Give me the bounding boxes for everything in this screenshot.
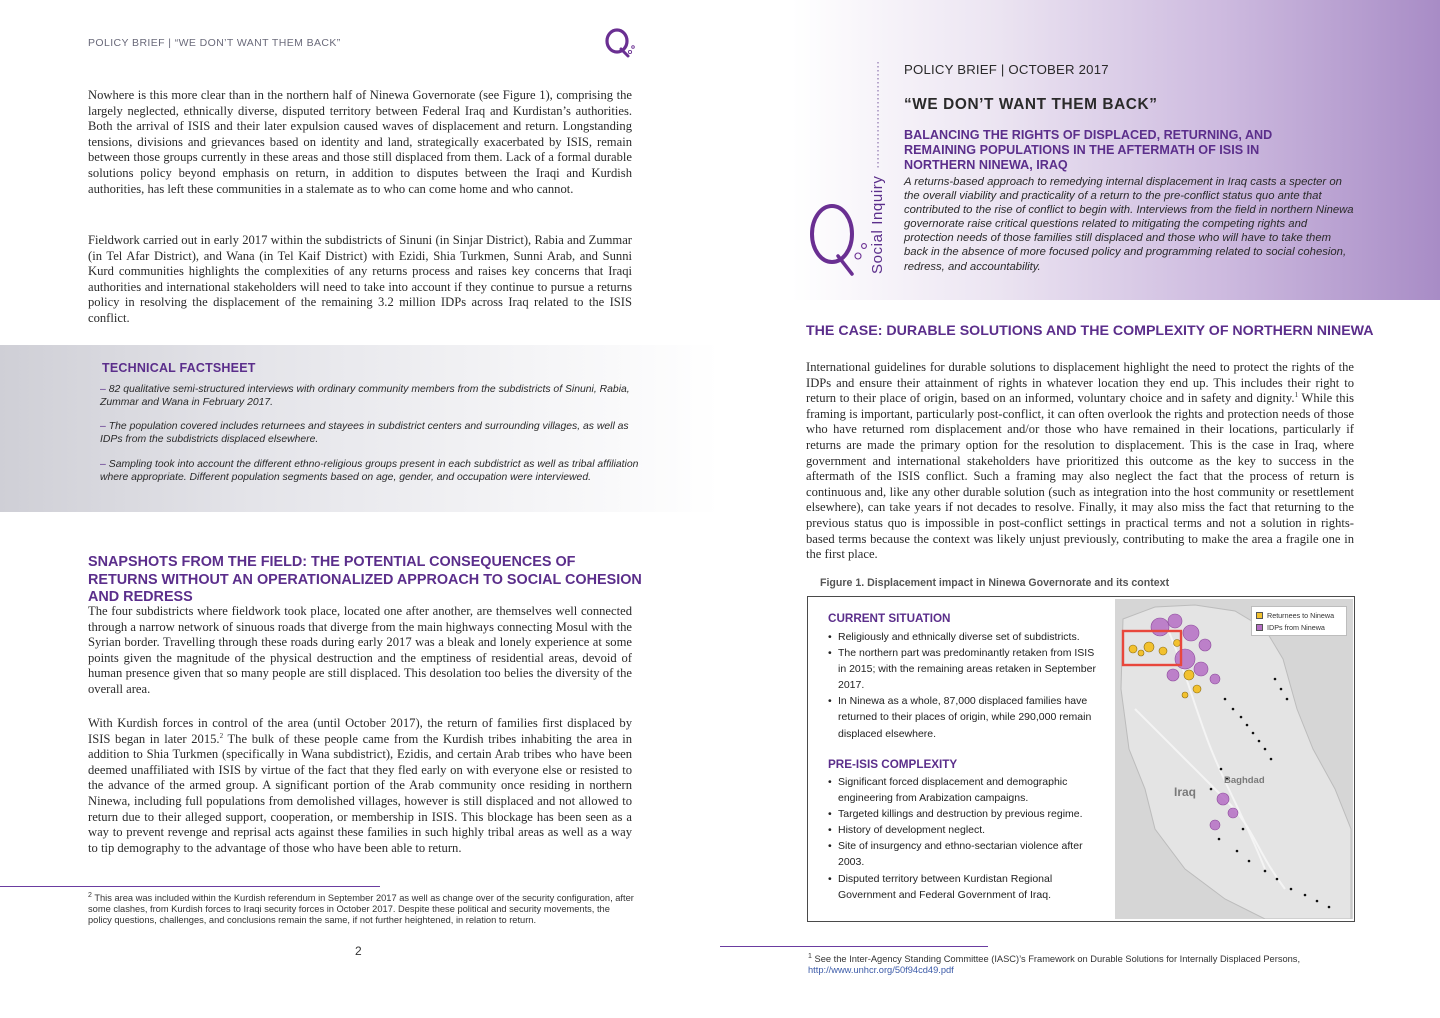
factsheet-item: – Sampling took into account the different ethno-religious groups present in each subdistrict as well as tribal affiliation where appropriate. Different population segments based on age, gender, and occupation were interviewed.	[100, 459, 639, 483]
figure-list	[828, 629, 1098, 742]
idp-marker	[1151, 618, 1169, 636]
returnee-marker	[1182, 692, 1188, 698]
settlement-dot	[1264, 748, 1267, 751]
settlement-dot	[1290, 888, 1293, 891]
returnee-marker	[1174, 640, 1181, 647]
map-label-iraq: Iraq	[1174, 785, 1197, 799]
returnee-marker	[1144, 642, 1154, 652]
returnee-marker	[1184, 670, 1194, 680]
settlement-dot	[1304, 894, 1307, 897]
idp-marker	[1168, 614, 1182, 628]
idp-marker	[1199, 639, 1211, 651]
factsheet-item: – The population covered includes returnees and stayees in subdistrict centers and surrounding villages, as well as IDPs from the subdistricts displaced elsewhere.	[100, 421, 629, 445]
list-item: • Targeted killings and destruction by previous regime.	[828, 806, 1098, 822]
legend-swatch	[1256, 624, 1263, 631]
footnote-divider	[0, 886, 380, 887]
idp-marker	[1183, 625, 1199, 641]
section-heading: THE CASE: DURABLE SOLUTIONS AND THE COMPLEXITY OF NORTHERN NINEWA	[806, 323, 1374, 339]
social-inquiry-logo-icon	[602, 26, 636, 60]
footnote-divider	[720, 946, 988, 947]
settlement-dot	[1274, 678, 1277, 681]
page-subtitle: BALANCING THE RIGHTS OF DISPLACED, RETURNING, AND REMAINING POPULATIONS IN THE AFTERMATH OF ISIS IN NORTHERN NINEWA, IRAQ	[904, 128, 1273, 172]
settlement-dot	[1242, 828, 1245, 831]
settlement-dot	[1280, 688, 1283, 691]
page-title: “WE DON’T WANT THEM BACK”	[904, 96, 1158, 113]
list-item: • History of development neglect.	[828, 822, 1098, 838]
brief-date: POLICY BRIEF | OCTOBER 2017	[904, 62, 1109, 77]
settlement-dot	[1218, 838, 1221, 841]
running-header: POLICY BRIEF | “WE DON’T WANT THEM BACK”	[88, 37, 341, 49]
settlement-dot	[1286, 698, 1289, 701]
returnee-marker	[1193, 685, 1201, 693]
legend-item: IDPs from Ninewa	[1256, 623, 1325, 632]
returnee-marker	[1138, 650, 1144, 656]
body-paragraph: The four subdistricts where fieldwork took place, located one after another, are themselves well connected through a narrow network of sinuous roads that diverge from the main highways connecting Mosul with the Syrian border. Travelling through these roads during early 2017 was a bleak and lonely experience at some points given the magnitude of the physical destruction and the emptiness of residential areas, devoid of human presence given that so many people are still displaced. This desolation too belies the diversity of the overall area.	[88, 604, 632, 696]
footnote-link[interactable]: http://www.unhcr.org/50f94cd49.pdf	[808, 965, 954, 976]
idp-marker	[1194, 662, 1208, 676]
settlement-dot	[1252, 732, 1255, 735]
figure-caption: Figure 1. Displacement impact in Ninewa Governorate and its context	[820, 577, 1170, 589]
footnote: $^1$ See the Inter-Agency Standing Committee (IASC)’s Framework on Durable Solutions for Internally Displaced Persons, http://www.unhcr.org/50f94cd49.pdf	[808, 952, 1301, 976]
settlement-dot	[1210, 788, 1213, 791]
idp-marker	[1167, 669, 1179, 681]
social-inquiry-vertical-logo	[806, 60, 902, 288]
returnee-marker	[1159, 647, 1167, 655]
factsheet-item: – 82 qualitative semi-structured interviews with ordinary community members from the subdistricts of Sinuni, Rabia, Zummar and Wana in February 2017.	[100, 384, 630, 408]
footnote-ref[interactable]: 2	[219, 731, 224, 740]
footnote: $^2$ This area was included within the Kurdish referendum in September 2017 as well as change over of the security configuration, after some clashes, from Kurdish forces to Iraqi security forces in October 2017. Despite these political and security movements, the policy questions, challenges, and conclusions remain the same, if not further heightened, in relation to return.	[88, 891, 634, 926]
settlement-dot	[1220, 768, 1223, 771]
legend-swatch	[1256, 612, 1263, 619]
settlement-dot	[1316, 900, 1319, 903]
vertical-brand-text: Social Inquiry	[869, 175, 886, 274]
body-paragraph: Fieldwork carried out in early 2017 within the subdistricts of Sinuni (in Sinjar District), Rabia and Zummar (in Tel Afar District), and Wana (in Tel Kaif District) with Ezidi, Shia Turkmen, Sunni Arab, and Sunni Kurd communities highlights the complexities of any returns process and raises key concerns that Iraqi authorities and international stakeholders will need to take into account if they continue to pursue a returns policy in resolving the displacement of the remaining 3.2 million IDPs across Iraq related to the ISIS conflict.	[88, 233, 632, 325]
displacement-map	[1115, 599, 1353, 919]
settlement-dot	[1270, 758, 1273, 761]
settlement-dot	[1276, 878, 1279, 881]
list-item: • Significant forced displacement and demographic engineering from Arabization campaigns.	[828, 774, 1098, 806]
figure-list	[828, 774, 1098, 903]
settlement-dot	[1246, 724, 1249, 727]
settlement-dot	[1258, 740, 1261, 743]
abstract: A returns-based approach to remedying internal displacement in Iraq casts a specter on the overall viability and practicality of a return to the pre-conflict status quo ante that contributed to the rise of conflict to begin with. Interviews from the field in northern Ninewa governorate raise critical questions related to mitigating the competing rights and protection needs of those families still displaced and those who will have to take them back in the absence of more focused policy and programming related to social cohesion, redress, and accountability.	[904, 176, 1354, 273]
body-paragraph: With Kurdish forces in control of the area (until October 2017), the return of families first displaced by ISIS began in later 2015.$^2$ The bulk of these people came from the Kurdish tribes inhabiting the area in addition to Shia Turkmen (specifically in Wana subdistrict), Ezidis, and certain Arab tribes who have been deemed unaffiliated with ISIS by virtue of the fact that they fled early on with everyone else or resisted to the advance of the armed group. A significant portion of the Arab community once residing in northern Ninewa, including full populations from demolished villages, however is still displaced and not allowed to return due to their alleged support, cooperation, or membership in ISIS. This blockage has been seen as a way to prevent revenge and reprisal acts against these families in such highly tribal areas as well as a way to tip demography to the advantage of those who have been able to return.	[88, 716, 632, 855]
factsheet-title: TECHNICAL FACTSHEET	[102, 361, 256, 375]
list-item: • Disputed territory between Kurdistan Regional Government and Federal Government of Iraq.	[828, 871, 1098, 903]
list-item: • In Ninewa as a whole, 87,000 displaced families have returned to their places of origin, while 290,000 remain displaced elsewhere.	[828, 693, 1098, 741]
idp-marker	[1210, 820, 1220, 830]
idp-marker	[1217, 793, 1229, 805]
list-item: • The northern part was predominantly retaken from ISIS in 2015; with the remaining areas retaken in September 2017.	[828, 645, 1098, 693]
legend-item: Returnees to Ninewa	[1256, 611, 1334, 620]
section-heading: SNAPSHOTS FROM THE FIELD: THE POTENTIAL CONSEQUENCES OF RETURNS WITHOUT AN OPERATIONALIZED APPROACH TO SOCIAL COHESION AND REDRESS	[88, 554, 642, 605]
list-item: • Religiously and ethnically diverse set of subdistricts.	[828, 629, 1098, 645]
footnote-ref[interactable]: 1	[1294, 391, 1299, 399]
list-item: • Site of insurgency and ethno-sectarian violence after 2003.	[828, 838, 1098, 870]
page-number: 2	[355, 944, 362, 958]
map-label-baghdad: Baghdad	[1224, 775, 1265, 786]
body-paragraph: International guidelines for durable solutions to displacement highlight the need to protect the rights of the IDPs and ensure their attainment of rights in whatever location they end up. This includes their right to return to their place of origin, based on an informed, voluntary choice and in safety and dignity.$^1$ While this framing is important, particularly post-conflict, it can often overlook the rights and protection needs of those who have returned rom displacement and/or those who have remained in their locations, particularly if returns are made the primary option for the resolution to displacement. This is the case in Iraq, where government and international stakeholders have prioritized this outcome as the key to success in the aftermath of the ISIS conflict. Such a framing may also neglect the fact that the process of return is continuous and, like any other durable solution (such as integration into the host community or resettlement elsewhere), can take years if not decades to resolve. Finally, it may also miss the fact that returning to the previous status quo is impossible in post-conflict settings in practical terms and not a solution in rights-based terms because the context was likely unjust previously, contributing to make the area a fragile one in the first place.	[806, 360, 1354, 562]
idp-marker	[1228, 808, 1238, 818]
settlement-dot	[1248, 860, 1251, 863]
map-legend	[1251, 606, 1347, 636]
settlement-dot	[1240, 716, 1243, 719]
settlement-dot	[1224, 698, 1227, 701]
settlement-dot	[1236, 850, 1239, 853]
body-paragraph: Nowhere is this more clear than in the northern half of Ninewa Governorate (see Figure 1), comprising the largely neglected, ethnically diverse, disputed territory between Federal Iraq and Kurdistan’s authorities. Both the arrival of ISIS and their later expulsion caused waves of displacement and return. Longstanding tensions, divisions and grievances based on identity and land, strategically exacerbated by ISIS, remain between those groups currently in these areas and those still displaced from them. Lack of a formal durable solutions policy beyond emphasis on return, in addition to disputes between the Iraqi and Kurdish authorities, has left these communities in a stalemate as to who can come home and who cannot.	[88, 88, 632, 196]
settlement-dot	[1328, 906, 1331, 909]
returnee-marker	[1129, 645, 1137, 653]
figure-heading: CURRENT SITUATION	[828, 612, 951, 625]
settlement-dot	[1232, 708, 1235, 711]
settlement-dot	[1264, 870, 1267, 873]
figure-heading: PRE-ISIS COMPLEXITY	[828, 758, 958, 771]
idp-marker	[1210, 674, 1220, 684]
